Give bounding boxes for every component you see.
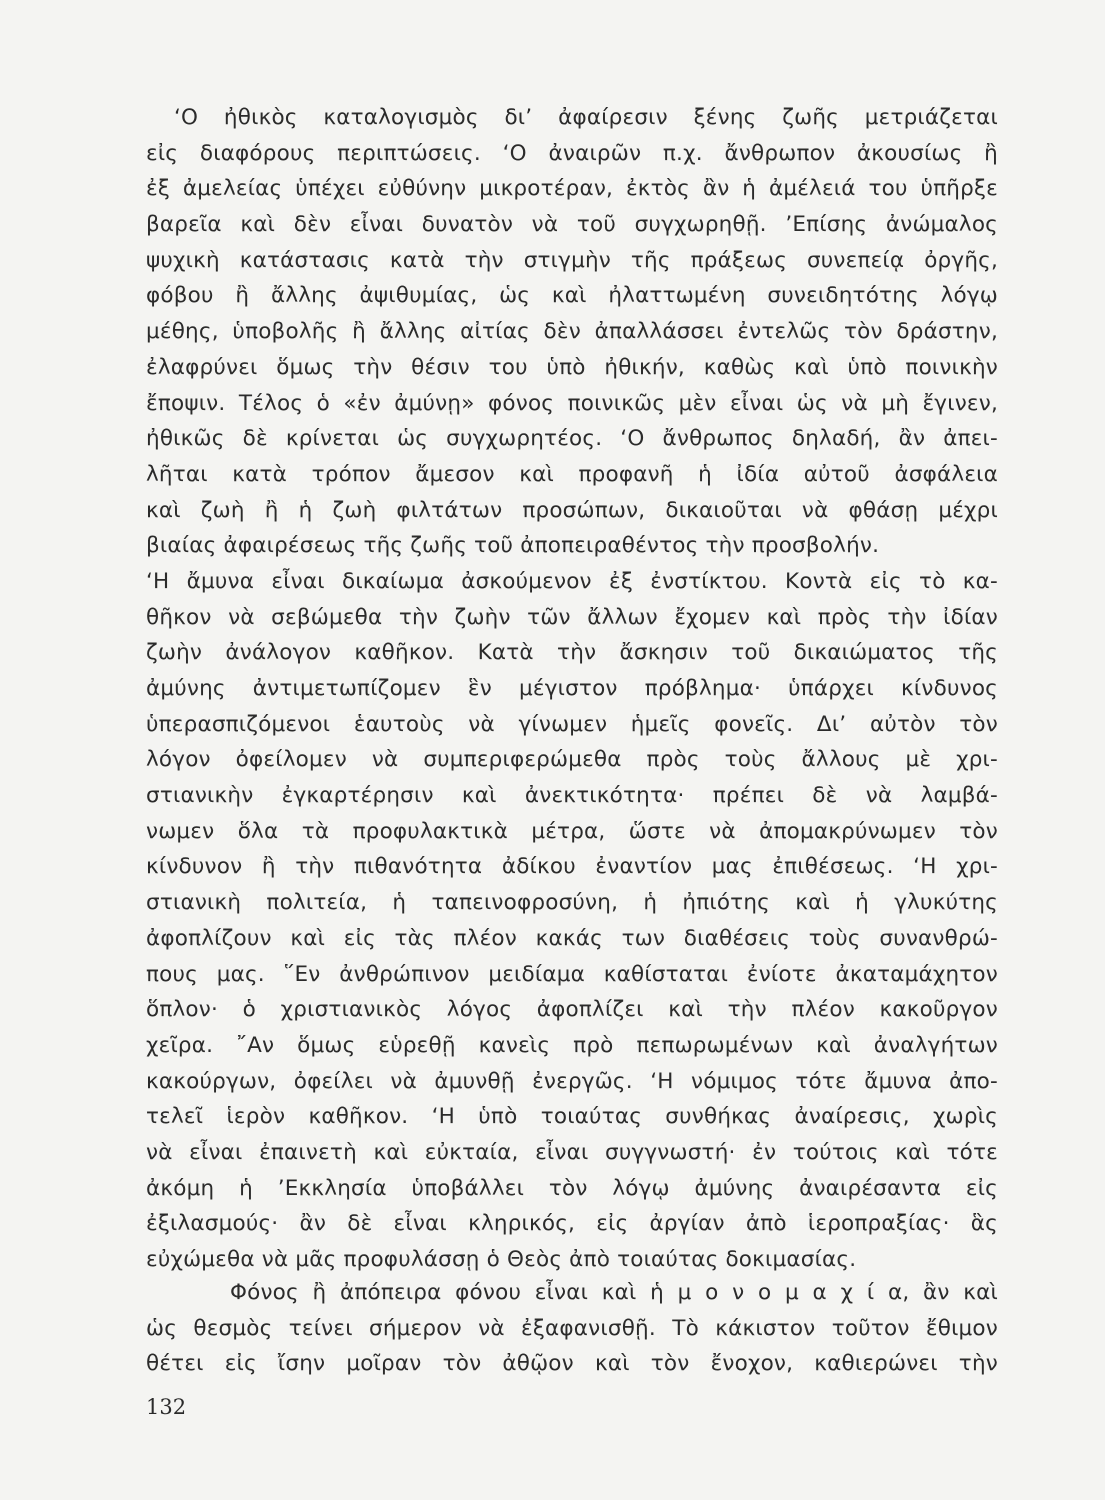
- text-line: νωμεν ὅλα τὰ προφυλακτικὰ μέτρα, ὥστε νὰ ἀπομακρύνωμεν τὸν: [146, 818, 998, 844]
- text-line: εἰς διαφόρους περιπτώσεις. ‘Ο ἀναιρῶν π.χ. ἄνθρωπον ἀκουσίως ἢ: [146, 140, 998, 166]
- text-line: στιανικὴ πολιτεία, ἡ ταπεινοφροσύνη, ἡ ἠπιότης καὶ ἡ γλυκύτης: [146, 890, 998, 916]
- text-line: ‘Η ἄμυνα εἶναι δικαίωμα ἀσκούμενον ἐξ ἐνστίκτου. Κοντὰ εἰς τὸ κα-: [146, 568, 998, 594]
- text-line: εὐχώμεθα νὰ μᾶς προφυλάσσῃ ὁ Θεὸς ἀπὸ τοιαύτας δοκιμασίας.: [146, 1247, 857, 1272]
- text-line: στιανικὴν ἐγκαρτέρησιν καὶ ἀνεκτικότητα· πρέπει δὲ νὰ λαμβά-: [146, 783, 998, 809]
- text-line: φόβου ἢ ἄλλης ἀψιθυμίας, ὡς καὶ ἠλαττωμένη συνειδητότης λόγῳ: [146, 283, 998, 309]
- text-line: ἐλαφρύνει ὅμως τὴν θέσιν του ὑπὸ ἠθικήν, καθὼς καὶ ὑπὸ ποινικὴν: [146, 354, 998, 380]
- paragraph-1: [146, 100, 998, 1278]
- text-line: ψυχικὴ κατάστασις κατὰ τὴν στιγμὴν τῆς πράξεως συνεπείᾳ ὀργῆς,: [146, 247, 998, 273]
- text-line: νὰ εἶναι ἐπαινετὴ καὶ εὐκταία, εἶναι συγγνωστή· ἐν τούτοις καὶ τότε: [146, 1139, 998, 1165]
- text-line: ὅπλον· ὁ χριστιανικὸς λόγος ἀφοπλίζει καὶ τὴν πλέον κακοῦργον: [146, 997, 998, 1023]
- text-line: καὶ ζωὴ ἢ ἡ ζωὴ φιλτάτων προσώπων, δικαιοῦται νὰ φθάσῃ μέχρι: [146, 497, 998, 523]
- text-line: κακούργων, ὀφείλει νὰ ἀμυνθῇ ἐνεργῶς. ‘Η νόμιμος τότε ἄμυνα ἀπο-: [146, 1068, 998, 1094]
- text-line: χεῖρα. ῎Αν ὅμως εὑρεθῇ κανεὶς πρὸ πεπωρωμένων καὶ ἀναλγήτων: [146, 1032, 998, 1058]
- text-line: πους μας. ῞Εν ἀνθρώπινον μειδίαμα καθίσταται ἐνίοτε ἀκαταμάχητον: [146, 961, 998, 987]
- text-line: ζωὴν ἀνάλογον καθῆκον. Κατὰ τὴν ἄσκησιν τοῦ δικαιώματος τῆς: [146, 640, 998, 666]
- text-line: ἀμύνης ἀντιμετωπίζομεν ἓν μέγιστον πρόβλημα· ὑπάρχει κίνδυνος: [146, 676, 998, 701]
- text-line: λῆται κατὰ τρόπον ἄμεσον καὶ προφανῆ ἡ ἰδία αὐτοῦ ἀσφάλεια: [146, 461, 998, 487]
- text-line: ἔποψιν. Τέλος ὁ «ἐν ἀμύνῃ» φόνος ποινικῶς μὲν εἶναι ὡς νὰ μὴ ἔγινεν,: [146, 390, 998, 416]
- text-line: βιαίας ἀφαιρέσεως τῆς ζωῆς τοῦ ἀποπειραθέντος τὴν προσβολήν.: [146, 533, 880, 559]
- text-line: θῆκον νὰ σεβώμεθα τὴν ζωὴν τῶν ἄλλων ἔχομεν καὶ πρὸς τὴν ἰδίαν: [146, 604, 998, 630]
- text-line: Φόνος ἢ ἀπόπειρα φόνου εἶναι καὶ ἡ μ ο ν ο μ α χ ί α, ἂν καὶ: [230, 1280, 998, 1305]
- text-line: μέθης, ὑποβολῆς ἢ ἄλλης αἰτίας δὲν ἀπαλλάσσει ἐντελῶς τὸν δράστην,: [146, 319, 998, 345]
- text-line: ἀφοπλίζουν καὶ εἰς τὰς πλέον κακάς των διαθέσεις τοὺς συνανθρώ-: [146, 925, 998, 951]
- text-line: ἀκόμη ἡ ’Εκκλησία ὑποβάλλει τὸν λόγῳ ἀμύνης ἀναιρέσαντα εἰς: [146, 1175, 998, 1201]
- text-line: ὡς θεσμὸς τείνει σήμερον νὰ ἐξαφανισθῇ. Τὸ κάκιστον τοῦτον ἔθιμον: [146, 1315, 998, 1341]
- text-line: ἐξ ἀμελείας ὑπέχει εὐθύνην μικροτέραν, ἐκτὸς ἂν ἡ ἀμέλειά του ὑπῆρξε: [146, 176, 998, 202]
- text-line: κίνδυνον ἢ τὴν πιθανότητα ἀδίκου ἐναντίον μας ἐπιθέσεως. ‘Η χρι-: [146, 854, 998, 880]
- text-line: θέτει εἰς ἴσην μοῖραν τὸν ἀθῷον καὶ τὸν ἔνοχον, καθιερώνει τὴν: [146, 1351, 998, 1377]
- text-line: ἠθικῶς δὲ κρίνεται ὡς συγχωρητέος. ‘Ο ἄνθρωπος δηλαδή, ἂν ἀπει-: [146, 426, 998, 452]
- text-line: βαρεῖα καὶ δὲν εἶναι δυνατὸν νὰ τοῦ συγχωρηθῇ. ’Επίσης ἀνώμαλος: [146, 212, 998, 238]
- text-line: ἐξιλασμούς· ἂν δὲ εἶναι κληρικός, εἰς ἀργίαν ἀπὸ ἱεροπραξίας· ἃς: [146, 1211, 998, 1237]
- text-line: ὑπερασπιζόμενοι ἑαυτοὺς νὰ γίνωμεν ἡμεῖς φονεῖς. Δι’ αὐτὸν τὸν: [146, 711, 998, 737]
- text-line: τελεῖ ἱερὸν καθῆκον. ‘Η ὑπὸ τοιαύτας συνθήκας ἀναίρεσις, χωρὶς: [146, 1104, 998, 1130]
- paragraph-2: [146, 1275, 998, 1382]
- page-number: 132: [146, 1395, 187, 1419]
- text-line: ‘Ο ἠθικὸς καταλογισμὸς δι’ ἀφαίρεσιν ξένης ζωῆς μετριάζεται: [174, 105, 998, 130]
- text-line: λόγον ὀφείλομεν νὰ συμπεριφερώμεθα πρὸς τοὺς ἄλλους μὲ χρι-: [146, 747, 998, 773]
